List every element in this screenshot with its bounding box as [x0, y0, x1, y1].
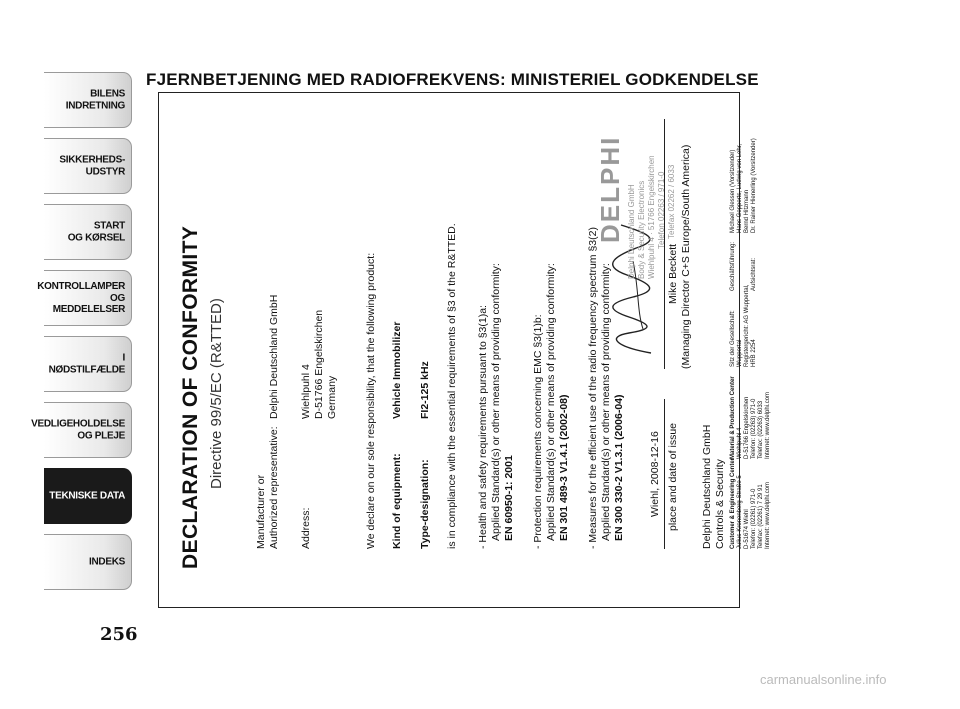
tab-label: KONTROLLAMPER OG MEDDELELSER — [37, 280, 125, 315]
footer-text: Aufsichtsrat: — [751, 257, 757, 291]
health-line-2: Applied Standard(s) or other means of providing conformity: — [490, 263, 502, 541]
watermark: carmanualsonline.info — [760, 672, 887, 687]
tab-label: I NØDSTILFÆLDE — [48, 352, 125, 375]
footer-text: Customer & Engineering Center — [730, 457, 736, 549]
footer-text: Registergericht: AG Wuppertal, — [744, 284, 750, 367]
statement: We declare on our sole responsibility, that the following product: — [365, 252, 377, 549]
address-label: Address: — [300, 507, 312, 549]
footer-text: D-51766 Engelskirchen — [744, 396, 750, 459]
delphi-logo: DELPHI — [595, 135, 625, 243]
footer-col-4 — [730, 242, 758, 291]
signer-title: (Managing Director C+S Europe/South America) — [680, 144, 692, 369]
company-stamp — [579, 119, 709, 279]
tab-label: TEKNISKE DATA — [49, 490, 125, 502]
tab-label: START OG KØRSEL — [67, 220, 125, 243]
signer-name: Mike Beckett — [667, 243, 679, 304]
page-title: FJERNBETJENING MED RADIOFREKVENS: MINISTERIEL GODKENDELSE — [146, 70, 759, 89]
footer-text: Material & Production Center — [730, 376, 736, 459]
tab-tekniske-data[interactable] — [44, 468, 132, 524]
footer-text: Wiehlpuhl 4 — [737, 427, 743, 459]
rf-line-2: Applied Standard(s) or other means of providing conformity: — [600, 263, 612, 541]
tab-label: SIKKERHEDS- UDSTYR — [59, 154, 125, 177]
health-line-1: - Health and safety requirements pursuant to §3(1)a: — [477, 305, 489, 549]
company-name-2: Controls & Security — [714, 459, 726, 549]
tab-label: INDEKS — [89, 556, 125, 568]
place-date-label: place and date of issue — [667, 423, 679, 531]
stamp-line: Telefax 02262 / 6033 — [667, 164, 676, 239]
compliance: is in compliance with the essential requirements of §3 of the R&TTED. — [446, 223, 458, 549]
footer-text: Telefon: (02261) 971-0 — [751, 488, 757, 549]
address-line-2: D-51766 Engelskirchen — [313, 309, 325, 419]
manufacturer-label-1: Manufacturer or — [255, 474, 267, 549]
tab-kontrollamper[interactable] — [37, 270, 132, 326]
tab-indeks[interactable] — [44, 534, 132, 590]
footer-text: Bernd Hitzmann — [744, 189, 750, 233]
footer-text: Telefax: (02263) 6033 — [758, 400, 764, 459]
tab-start-og-korsel[interactable] — [44, 204, 132, 260]
rf-line-1: - Measures for the efficient use of the radio frequency spectrum §3(2) — [587, 227, 599, 549]
declaration-document — [158, 92, 771, 608]
footer-text: Telefon: (02263) 971-0 — [751, 398, 757, 459]
kind-value: Vehicle Immobilizer — [391, 321, 403, 419]
emc-standard: EN 301 489-3 V1.4.1 (2002-08) — [558, 394, 570, 541]
declaration-rotated — [159, 93, 771, 609]
manufacturer-value: Delphi Deutschland GmbH — [268, 294, 280, 419]
footer-col-1 — [730, 458, 772, 549]
tab-label: VEDLIGEHOLDELSE OG PLEJE — [31, 418, 125, 441]
stamp-line: Body & Security Electronics — [637, 180, 646, 279]
stamp-line: Delphi Deutschland GmbH — [627, 184, 636, 279]
footer-text: HRB 2254 — [751, 339, 757, 367]
rf-standard: EN 300 330-2 V1.3.1 (2006-04) — [613, 394, 625, 541]
stamp-line: Wiehlpuhl 4 · 51766 Engelskirchen — [647, 155, 656, 279]
footer-text: Wuppertal — [737, 339, 743, 367]
place-date: Wiehl, 2008-12-16 — [649, 431, 661, 517]
footer-col-3 — [730, 284, 758, 367]
footer-text: D-51674 Wiehl — [744, 509, 750, 549]
tab-vedligeholdelse[interactable] — [31, 402, 132, 458]
chapter-tabs — [31, 72, 132, 600]
declaration-title: DECLARATION OF CONFORMITY — [179, 225, 202, 569]
footer-text: Michael Glessen (Vorsitzender) — [730, 149, 736, 233]
stamp-line: Telefon 02263 / 971-0 — [657, 171, 666, 249]
company-name-1: Delphi Deutschland GmbH — [701, 424, 713, 549]
address-line-3: Germany — [326, 375, 338, 419]
footer-text: Geschäftsführung: — [730, 241, 736, 291]
page-number: 256 — [100, 624, 138, 645]
tab-label: BILENS INDRETNING — [65, 88, 125, 111]
health-standard: EN 60950-1: 2001 — [503, 455, 515, 541]
tab-sikkerhedsudstyr[interactable] — [44, 138, 132, 194]
tab-bilens-indretning[interactable] — [44, 72, 132, 128]
manufacturer-label-2: Authorized representative: — [268, 426, 280, 549]
type-label: Type-designation: — [419, 459, 431, 549]
declaration-subtitle: Directive 99/5/EC (R&TTED) — [208, 298, 225, 489]
footer-text: Telefax: (02261) 7 29 91 — [758, 484, 764, 549]
footer-text: Julius-Kronenberg-Straße 5 — [737, 475, 743, 549]
emc-line-1: - Protection requirements concerning EMC §3(1)b: — [532, 314, 544, 549]
footer-col-5 — [730, 138, 758, 233]
kind-label: Kind of equipment: — [391, 453, 403, 549]
stamp-text — [627, 155, 677, 279]
tab-i-nodstilfaelde[interactable] — [44, 336, 132, 392]
address-line-1: Wiehlpuhl 4 — [300, 364, 312, 419]
footer-text: Dr. Rainer Hienerling (Vorsitzender) — [751, 138, 757, 233]
emc-line-2: Applied Standard(s) or other means of providing conformity: — [545, 263, 557, 541]
footer-text: Sitz der Gesellschaft: — [730, 310, 736, 367]
footer-col-2 — [730, 376, 772, 459]
type-value: FI2-125 kHz — [419, 361, 431, 419]
footer-text: Hans Gepperts, Ludwig von Lehr, — [737, 143, 743, 233]
footer-text: Internet: www.delphi.com — [765, 481, 771, 549]
place-date-line — [664, 399, 665, 549]
footer-text: Internet: www.delphi.com — [765, 391, 771, 459]
